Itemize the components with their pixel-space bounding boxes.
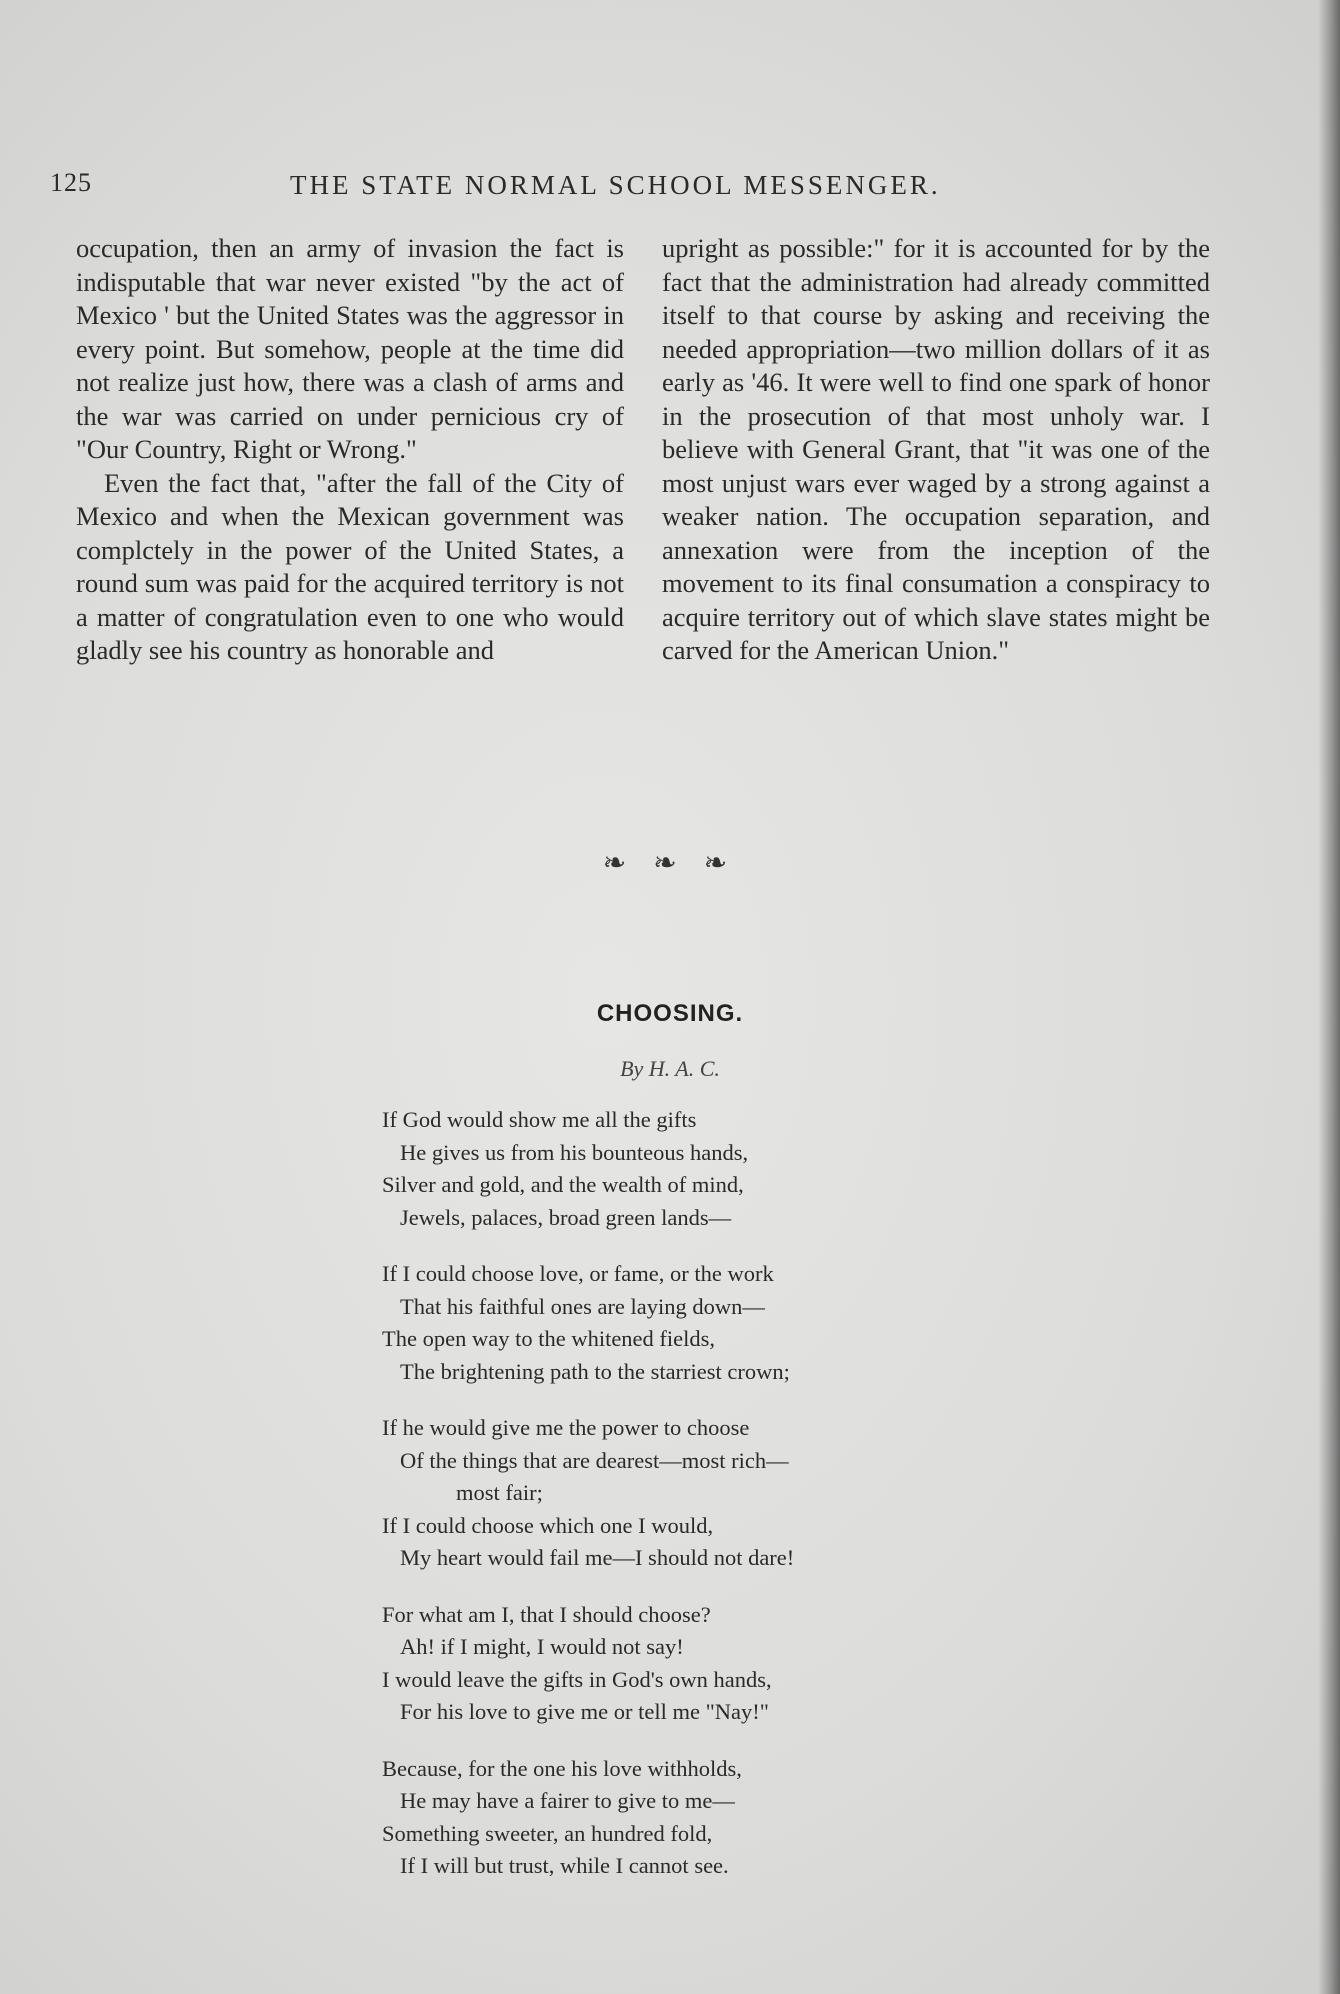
poem-line: The open way to the whitened fields, (382, 1326, 716, 1351)
poem-line: He may have a fairer to give to me— (400, 1788, 735, 1813)
page-edge-shadow (1318, 0, 1340, 1994)
poem-line: He gives us from his bounteous hands, (400, 1139, 749, 1165)
paragraph: upright as possible:" for it is accounted for by the fact that the administration had already committed itself to that course by asking and receiving the needed appropriation—two million dollars of it as early as '46. It were well to find one spark of honor in the prosecution of that most unholy war. I believe with General Grant, that "it was one of the most unjust wars ever waged by a strong against a weaker nation. The occupation separation, and annexation were from the inception of the movement to its final consumation a conspiracy to acquire territory out of which slave states might be carved for the American Union." (662, 233, 1210, 665)
poem-line: Because, for the one his love withholds, (382, 1755, 742, 1781)
stanza (382, 1753, 1102, 1883)
poem-line: Ah! if I might, I would not say! (400, 1634, 684, 1659)
poem-line: Silver and gold, and the wealth of mind, (382, 1172, 744, 1197)
running-header (50, 168, 1250, 208)
poem-line: If I could choose which one I would, (382, 1512, 714, 1538)
poem-body (382, 1104, 1102, 1907)
poem-line: Of the things that are dearest—most rich— (400, 1447, 789, 1473)
stanza (382, 1258, 1102, 1388)
poem-line: My heart would fail me—I should not dare! (400, 1545, 795, 1570)
section-ornament: ❧ ❧ ❧ (602, 848, 738, 879)
poem-line: If he would give me the power to choose (382, 1415, 750, 1440)
journal-title: THE STATE NORMAL SCHOOL MESSENGER. (290, 170, 941, 200)
poem-line: I would leave the gifts in God's own hands, (382, 1666, 772, 1692)
poem-line: most fair; (456, 1480, 543, 1505)
poem-line: For what am I, that I should choose? (382, 1601, 711, 1627)
poem-title: CHOOSING. (596, 1000, 744, 1027)
poem-line: Jewels, palaces, broad green lands— (400, 1204, 732, 1230)
paragraph: occupation, then an army of invasion the fact is indisputable that war never existed "by the act of Mexico ' but the United States was the aggressor in every point. But somehow, people at the time did not realize just how, there was a clash of arms and the war was carried on under pernicious cry of "Our Country, Right or Wrong." (76, 233, 624, 464)
poem-line: The brightening path to the starriest crown; (400, 1358, 790, 1384)
poem-byline: By H. A. C. (620, 1056, 720, 1081)
stanza (382, 1104, 1102, 1234)
paragraph: Even the fact that, "after the fall of the City of Mexico and when the Mexican government was complctely in the power of the United States, a round sum was paid for the acquired territory is not a matter of congratulation even to one who would gladly see his country as honorable and (76, 467, 624, 665)
poem-line: If I will but trust, while I cannot see. (400, 1853, 729, 1878)
stanza (382, 1412, 1102, 1575)
poem-line: If God would show me all the gifts (382, 1107, 697, 1132)
poem-line: For his love to give me or tell me "Nay!" (400, 1699, 769, 1724)
poem-line: That his faithful ones are laying down— (400, 1293, 765, 1319)
stanza (382, 1599, 1102, 1729)
poem-line: Something sweeter, an hundred fold, (382, 1820, 713, 1846)
poem-line: If I could choose love, or fame, or the work (382, 1261, 774, 1286)
article-right-column (662, 232, 1210, 668)
article-left-column (76, 232, 624, 668)
page-number: 125 (50, 168, 92, 197)
